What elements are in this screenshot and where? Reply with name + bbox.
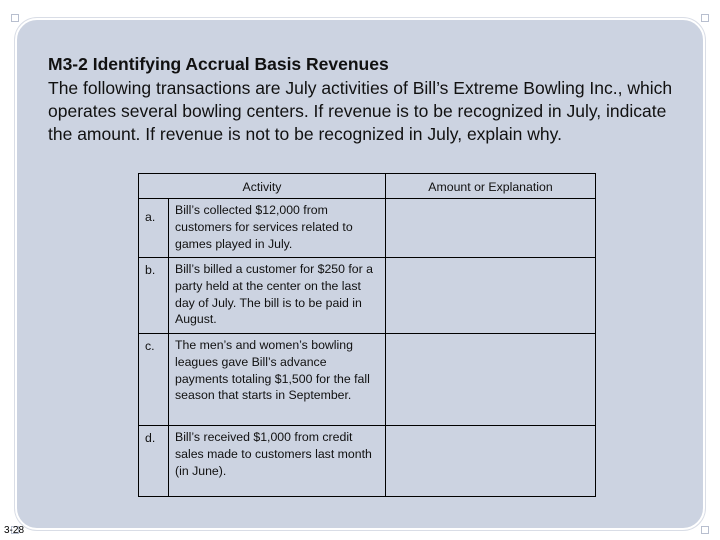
corner-handle-top-right <box>701 14 709 22</box>
row-amount-cell[interactable] <box>386 258 595 333</box>
row-activity: Bill’s billed a customer for $250 for a party held at the center on the last day of July. The bill is to be paid in August. <box>169 258 385 333</box>
corner-handle-bottom-right <box>701 526 709 534</box>
row-amount-cell[interactable] <box>386 199 595 257</box>
slide-body-text: The following transactions are July activities of Bill’s Extreme Bowling Inc., which operates several bowling centers. If revenue is to be recognized in July, indicate the amount. If revenue is not to be recognized in July, explain why. <box>48 78 673 144</box>
corner-handle-top-left <box>11 14 19 22</box>
row-amount-cell[interactable] <box>386 426 595 496</box>
slide-title: M3-2 Identifying Accrual Basis Revenues <box>48 54 389 74</box>
row-letter: d. <box>139 426 168 496</box>
row-amount-cell[interactable] <box>386 334 595 425</box>
row-letter: a. <box>139 199 168 257</box>
row-letter: b. <box>139 258 168 333</box>
page-number: 3-28 <box>4 525 25 536</box>
row-letter: c. <box>139 334 168 425</box>
amount-header: Amount or Explanation <box>386 174 595 198</box>
activity-table <box>138 173 596 497</box>
activity-header: Activity <box>139 174 385 198</box>
row-activity: Bill’s received $1,000 from credit sales made to customers last month (in June). <box>169 426 385 496</box>
row-activity: The men’s and women’s bowling leagues gave Bill’s advance payments totaling $1,500 for the fall season that starts in September. <box>169 334 385 425</box>
row-activity: Bill’s collected $12,000 from customers for services related to games played in July. <box>169 199 385 257</box>
